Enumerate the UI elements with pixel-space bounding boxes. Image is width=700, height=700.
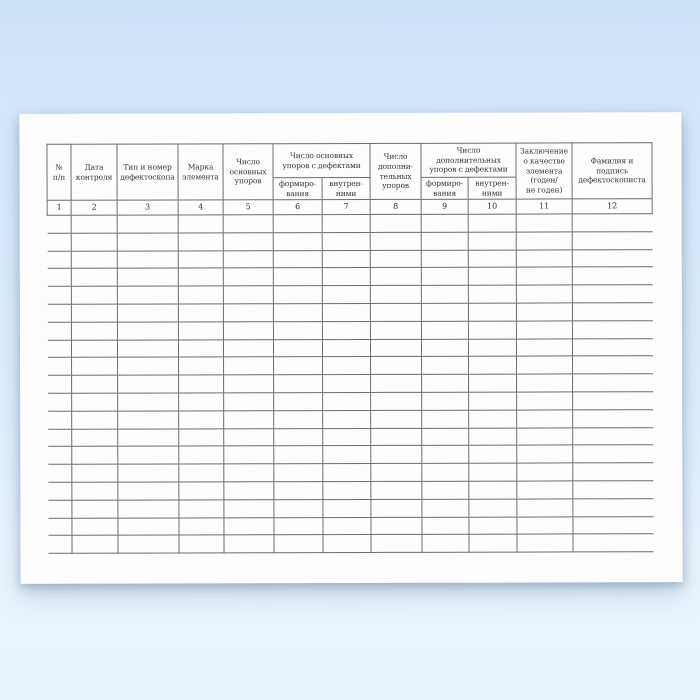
empty-cell <box>117 286 178 304</box>
empty-cell <box>71 269 117 287</box>
empty-cell <box>48 536 72 554</box>
empty-cell <box>517 356 573 374</box>
empty-cell <box>323 535 371 553</box>
table-row <box>47 303 652 322</box>
table-row <box>48 356 653 375</box>
empty-cell <box>118 517 179 535</box>
empty-cell <box>468 250 516 268</box>
empty-cell <box>117 322 178 340</box>
empty-cell <box>179 482 224 500</box>
column-number: 10 <box>468 199 516 214</box>
empty-cell <box>469 392 517 410</box>
empty-cell <box>469 463 517 481</box>
empty-cell <box>422 446 469 464</box>
empty-cell <box>422 392 469 410</box>
subheader-forming-2: формиро- вания <box>421 177 468 199</box>
empty-cell <box>371 410 422 428</box>
column-number: 11 <box>516 199 572 214</box>
empty-cell <box>370 321 421 339</box>
empty-cell <box>573 481 653 499</box>
empty-cell <box>224 517 274 535</box>
empty-cell <box>179 517 224 535</box>
empty-cell <box>273 215 322 233</box>
column-number: 5 <box>223 200 273 215</box>
empty-cell <box>517 534 573 552</box>
column-header-conclusion: Заключение о качестве элемента (годен/ не годен) <box>516 143 572 199</box>
subheader-internal-1: внутрен- ними <box>322 177 370 199</box>
column-numbers-row <box>47 199 652 216</box>
empty-cell <box>421 232 468 250</box>
empty-cell <box>421 339 468 357</box>
empty-cell <box>468 321 516 339</box>
empty-cell <box>179 446 224 464</box>
empty-cell <box>371 517 422 535</box>
empty-cell <box>223 339 273 357</box>
column-header-element-mark: Марка элемента <box>178 144 223 200</box>
empty-cell <box>516 214 572 232</box>
empty-cell <box>71 215 117 233</box>
empty-cell <box>516 303 572 321</box>
empty-cell <box>273 268 322 286</box>
empty-cell <box>224 535 274 553</box>
empty-cell <box>516 267 572 285</box>
empty-cell <box>422 463 469 481</box>
column-header-main-supports: Число основных упоров <box>223 144 273 200</box>
empty-cell <box>72 446 118 464</box>
empty-cell <box>322 232 370 250</box>
empty-cell <box>517 392 573 410</box>
empty-cell <box>179 500 224 518</box>
table-row <box>47 267 652 286</box>
empty-cell <box>370 339 421 357</box>
empty-cell <box>274 482 323 500</box>
empty-cell <box>223 233 273 251</box>
empty-cell <box>118 357 179 375</box>
empty-cell <box>224 375 274 393</box>
empty-cell <box>370 286 421 304</box>
empty-cell <box>421 214 468 232</box>
empty-cell <box>274 464 323 482</box>
empty-cell <box>48 358 72 376</box>
empty-cell <box>371 535 422 553</box>
empty-cell <box>572 303 652 321</box>
empty-cell <box>48 447 72 465</box>
empty-cell <box>516 321 572 339</box>
empty-cell <box>223 215 273 233</box>
empty-cell <box>371 392 422 410</box>
table-row <box>48 463 653 482</box>
subheader-forming-1: формиро- вания <box>273 178 322 200</box>
empty-cell <box>517 463 573 481</box>
empty-cell <box>469 428 517 446</box>
empty-cell <box>117 304 178 322</box>
column-header-signature: Фамилия и подпись дефектоскописта <box>572 143 652 199</box>
empty-cell <box>48 393 72 411</box>
empty-cell <box>468 214 516 232</box>
empty-cell <box>323 375 371 393</box>
table-row <box>48 534 653 553</box>
empty-cell <box>422 357 469 375</box>
empty-cell <box>179 535 224 553</box>
table-row <box>47 249 652 268</box>
empty-cell <box>572 267 652 285</box>
empty-cell <box>178 322 223 340</box>
empty-cell <box>48 429 72 447</box>
empty-cell <box>72 357 118 375</box>
empty-cell <box>323 517 371 535</box>
empty-cell <box>572 214 652 232</box>
table-row <box>48 374 653 393</box>
empty-cell <box>71 304 117 322</box>
empty-cell <box>573 356 653 374</box>
table-row <box>48 498 653 517</box>
empty-cell <box>223 321 273 339</box>
empty-cell <box>179 411 224 429</box>
table-row <box>48 392 653 411</box>
empty-cell <box>469 517 517 535</box>
empty-cell <box>47 251 71 269</box>
empty-cell <box>469 481 517 499</box>
empty-cell <box>118 411 179 429</box>
empty-cell <box>224 499 274 517</box>
empty-cell <box>322 303 370 321</box>
column-number: 7 <box>322 199 370 214</box>
table-row <box>48 427 653 446</box>
empty-cell <box>118 464 179 482</box>
column-header-num: № п/п <box>47 144 71 200</box>
empty-cell <box>179 428 224 446</box>
empty-cell <box>178 339 223 357</box>
empty-cell <box>47 322 71 340</box>
empty-cell <box>117 215 178 233</box>
column-number: 8 <box>370 199 421 214</box>
empty-cell <box>323 410 371 428</box>
column-number: 3 <box>117 200 178 215</box>
column-number: 4 <box>178 200 223 215</box>
empty-cell <box>572 249 652 267</box>
empty-cell <box>469 534 517 552</box>
empty-cell <box>178 250 223 268</box>
empty-cell <box>572 232 652 250</box>
empty-cell <box>422 481 469 499</box>
empty-cell <box>48 482 72 500</box>
empty-cell <box>421 250 468 268</box>
column-number: 9 <box>421 199 468 214</box>
empty-cell <box>273 304 322 322</box>
empty-cell <box>468 339 516 357</box>
empty-cell <box>71 233 117 251</box>
empty-cell <box>371 446 422 464</box>
empty-cell <box>370 303 421 321</box>
empty-cell <box>179 393 224 411</box>
empty-cell <box>72 535 118 553</box>
empty-cell <box>371 357 422 375</box>
empty-cell <box>517 338 573 356</box>
empty-cell <box>371 463 422 481</box>
table-row <box>48 516 653 535</box>
table-row <box>47 338 652 357</box>
empty-cell <box>468 303 516 321</box>
empty-cell <box>573 534 653 552</box>
empty-cell <box>323 357 371 375</box>
empty-cell <box>572 320 652 338</box>
empty-cell <box>517 516 573 534</box>
empty-cell <box>274 393 323 411</box>
empty-cell <box>274 410 323 428</box>
empty-cell <box>371 428 422 446</box>
empty-cell <box>517 445 573 463</box>
empty-cell <box>47 269 71 287</box>
empty-cell <box>422 374 469 392</box>
empty-cell <box>469 410 517 428</box>
empty-cell <box>422 517 469 535</box>
empty-cell <box>516 250 572 268</box>
empty-cell <box>118 375 179 393</box>
journal-page <box>19 112 682 584</box>
empty-cell <box>370 232 421 250</box>
empty-cell <box>178 304 223 322</box>
empty-cell <box>468 267 516 285</box>
empty-cell <box>224 428 274 446</box>
empty-cell <box>422 499 469 517</box>
empty-cell <box>421 268 468 286</box>
empty-cell <box>469 499 517 517</box>
empty-cell <box>48 518 72 536</box>
empty-cell <box>323 392 371 410</box>
empty-cell <box>224 446 274 464</box>
table-row <box>47 285 652 304</box>
empty-cell <box>274 517 323 535</box>
empty-cell <box>224 482 274 500</box>
empty-cell <box>273 286 322 304</box>
empty-cell <box>179 375 224 393</box>
empty-cell <box>48 464 72 482</box>
empty-cell <box>178 286 223 304</box>
empty-cell <box>47 304 71 322</box>
empty-cell <box>573 338 653 356</box>
empty-cell <box>323 464 371 482</box>
empty-cell <box>572 285 652 303</box>
empty-cell <box>118 393 179 411</box>
group-header-additional-defects: Число дополнительных упоров с дефектами <box>421 143 516 177</box>
empty-cell <box>72 429 118 447</box>
empty-cell <box>224 357 274 375</box>
empty-cell <box>323 428 371 446</box>
empty-cell <box>274 535 323 553</box>
empty-cell <box>274 375 323 393</box>
empty-cell <box>273 250 322 268</box>
empty-cell <box>370 214 421 232</box>
empty-cell <box>72 464 118 482</box>
empty-cell <box>118 500 179 518</box>
empty-cell <box>273 339 322 357</box>
empty-cell <box>48 375 72 393</box>
empty-cell <box>48 500 72 518</box>
empty-cell <box>223 250 273 268</box>
empty-cell <box>573 445 653 463</box>
empty-cell <box>516 232 572 250</box>
empty-cell <box>469 374 517 392</box>
column-header-additional-supports: Число дополни- тельных упоров <box>370 143 421 199</box>
subheader-internal-2: внутрен- ними <box>468 177 516 199</box>
table-row <box>48 445 653 464</box>
table-row <box>48 409 653 428</box>
table-row <box>48 481 653 500</box>
empty-cell <box>274 428 323 446</box>
empty-cell <box>47 286 71 304</box>
empty-cell <box>371 499 422 517</box>
empty-cell <box>274 499 323 517</box>
column-header-defectoscope: Тип и номер дефектоскопа <box>117 144 178 200</box>
empty-cell <box>71 322 117 340</box>
group-header-main-defects: Число основных упоров с дефектами <box>273 143 370 177</box>
empty-cell <box>322 268 370 286</box>
empty-cell <box>118 429 179 447</box>
empty-cell <box>517 410 573 428</box>
empty-cell <box>517 499 573 517</box>
empty-cell <box>370 250 421 268</box>
empty-cell <box>322 250 370 268</box>
empty-cell <box>573 498 653 516</box>
empty-cell <box>178 268 223 286</box>
header-row <box>47 143 652 179</box>
empty-cell <box>71 340 117 358</box>
empty-cell <box>223 268 273 286</box>
empty-cell <box>118 535 179 553</box>
empty-cell <box>323 499 371 517</box>
empty-cell <box>517 427 573 445</box>
empty-cell <box>322 214 370 232</box>
table-row <box>47 214 652 233</box>
empty-cell <box>370 268 421 286</box>
empty-cell <box>223 286 273 304</box>
empty-cell <box>72 518 118 536</box>
empty-cell <box>273 321 322 339</box>
table-row <box>47 320 652 339</box>
empty-cell <box>371 374 422 392</box>
empty-cell <box>422 428 469 446</box>
empty-cell <box>573 374 653 392</box>
table-body <box>47 214 653 554</box>
empty-cell <box>573 409 653 427</box>
defectoscopy-log-table <box>46 142 653 554</box>
empty-cell <box>223 304 273 322</box>
empty-cell <box>71 251 117 269</box>
empty-cell <box>71 286 117 304</box>
empty-cell <box>224 410 274 428</box>
empty-cell <box>371 481 422 499</box>
empty-cell <box>48 411 72 429</box>
empty-cell <box>468 232 516 250</box>
column-number: 1 <box>47 200 71 215</box>
empty-cell <box>322 321 370 339</box>
column-number: 12 <box>572 199 652 214</box>
empty-cell <box>179 464 224 482</box>
empty-cell <box>573 463 653 481</box>
empty-cell <box>178 215 223 233</box>
empty-cell <box>273 232 322 250</box>
empty-cell <box>72 411 118 429</box>
empty-cell <box>421 321 468 339</box>
column-header-date: Дата контроля <box>71 144 117 200</box>
empty-cell <box>469 356 517 374</box>
empty-cell <box>118 446 179 464</box>
empty-cell <box>72 482 118 500</box>
empty-cell <box>323 481 371 499</box>
empty-cell <box>573 516 653 534</box>
column-number: 6 <box>273 200 322 215</box>
empty-cell <box>516 285 572 303</box>
column-number: 2 <box>71 200 117 215</box>
empty-cell <box>322 339 370 357</box>
empty-cell <box>117 233 178 251</box>
empty-cell <box>517 374 573 392</box>
empty-cell <box>573 392 653 410</box>
empty-cell <box>72 375 118 393</box>
empty-cell <box>47 340 71 358</box>
table-row <box>47 232 652 251</box>
empty-cell <box>224 464 274 482</box>
empty-cell <box>117 251 178 269</box>
empty-cell <box>421 285 468 303</box>
empty-cell <box>469 445 517 463</box>
empty-cell <box>224 393 274 411</box>
table-header <box>47 143 652 216</box>
empty-cell <box>117 340 178 358</box>
empty-cell <box>47 233 71 251</box>
empty-cell <box>72 500 118 518</box>
empty-cell <box>178 233 223 251</box>
empty-cell <box>322 286 370 304</box>
empty-cell <box>118 482 179 500</box>
empty-cell <box>422 535 469 553</box>
empty-cell <box>468 285 516 303</box>
empty-cell <box>422 410 469 428</box>
empty-cell <box>274 446 323 464</box>
empty-cell <box>72 393 118 411</box>
empty-cell <box>47 215 71 233</box>
empty-cell <box>179 357 224 375</box>
empty-cell <box>274 357 323 375</box>
empty-cell <box>117 268 178 286</box>
empty-cell <box>573 427 653 445</box>
empty-cell <box>323 446 371 464</box>
empty-cell <box>517 481 573 499</box>
empty-cell <box>421 303 468 321</box>
